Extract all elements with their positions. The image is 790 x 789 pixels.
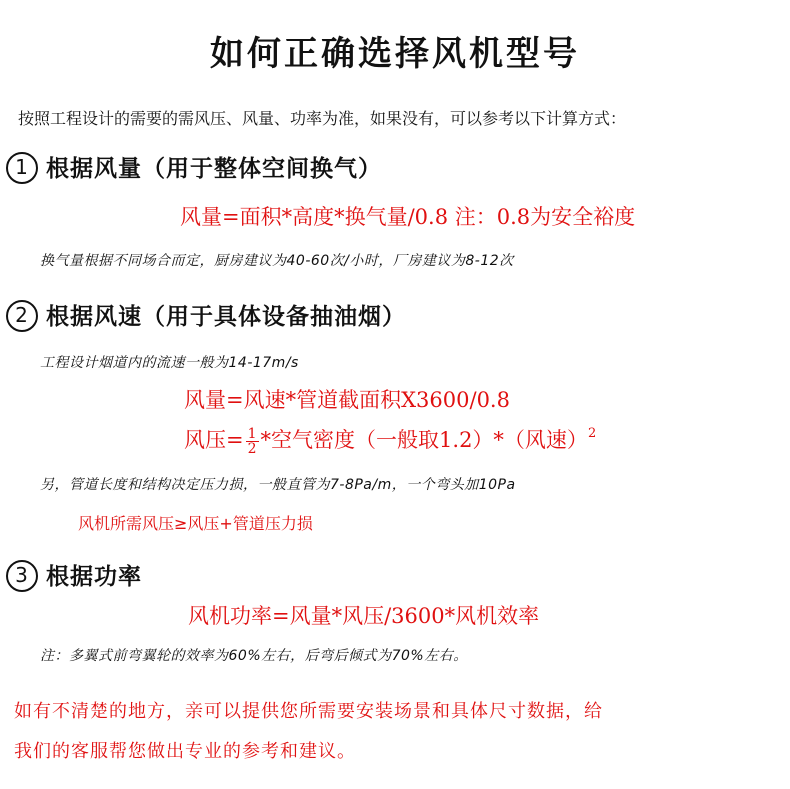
section1-heading	[6, 150, 382, 184]
fraction-numerator: 1	[247, 426, 257, 442]
circled-number-2: 2	[6, 300, 38, 332]
circled-number-3: 3	[6, 560, 38, 592]
section2-heading-text: 根据风速（用于具体设备抽油烟）	[46, 304, 406, 330]
formula2-suffix: *空气密度（一般取1.2）*（风速）	[260, 428, 588, 452]
section1-heading-text: 根据风量（用于整体空间换气）	[46, 156, 382, 182]
circled-number-1: 1	[6, 152, 38, 184]
section2-condition: 风机所需风压≥风压+管道压力损	[78, 514, 313, 533]
one-half-fraction	[246, 427, 259, 456]
section3-formula: 风机功率=风量*风压/3600*风机效率	[188, 604, 540, 628]
section3-heading-text: 根据功率	[46, 564, 142, 590]
page-title: 如何正确选择风机型号	[210, 34, 580, 74]
footer-line2: 我们的客服帮您做出专业的参考和建议。	[14, 741, 356, 762]
section1-note: 换气量根据不同场合而定，厨房建议为40-60次/小时，厂房建议为8-12次	[40, 253, 514, 269]
intro-text: 按照工程设计的需要的需风压、风量、功率为准，如果没有，可以参考以下计算方式：	[18, 109, 627, 128]
section2-heading	[6, 298, 406, 332]
section2-formula2	[184, 424, 596, 456]
formula2-exponent: 2	[587, 426, 597, 441]
section2-note1: 工程设计烟道内的流速一般为14-17m/s	[40, 355, 299, 371]
section3-note: 注：多翼式前弯翼轮的效率为60%左右，后弯后倾式为70%左右。	[40, 648, 468, 664]
formula2-prefix: 风压=	[184, 428, 244, 452]
fraction-denominator: 2	[247, 441, 257, 457]
section2-formula1: 风量=风速*管道截面积X3600/0.8	[184, 388, 510, 412]
footer-line1: 如有不清楚的地方，亲可以提供您所需要安装场景和具体尺寸数据，给	[14, 701, 603, 722]
section1-formula: 风量=面积*高度*换气量/0.8 注：0.8为安全裕度	[180, 205, 636, 229]
section2-note2: 另，管道长度和结构决定压力损，一般直管为7-8Pa/m，一个弯头加10Pa	[40, 477, 516, 493]
section3-heading	[6, 558, 142, 592]
